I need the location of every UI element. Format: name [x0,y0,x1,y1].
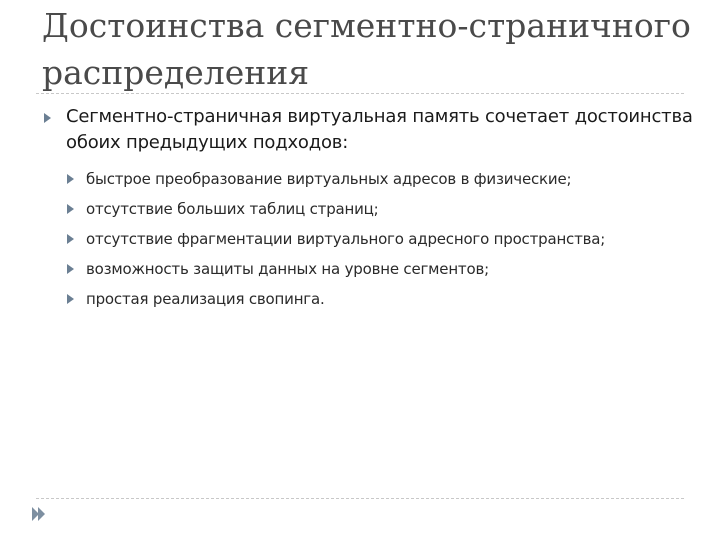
bullet-arrow-icon [67,264,74,274]
sub-bullet-item [38,224,698,254]
slide-content [38,104,698,314]
sub-bullet-item [38,284,698,314]
sub-bullet-text: быстрое преобразование виртуальных адресов в физические; [86,170,572,188]
bullet-arrow-icon [67,234,74,244]
sub-bullet-item [38,194,698,224]
sub-bullet-text: простая реализация свопинга. [86,290,325,308]
title-divider [36,93,684,94]
sub-bullet-item [38,164,698,194]
sub-bullet-list [38,164,698,314]
sub-bullet-text: отсутствие больших таблиц страниц; [86,200,379,218]
sub-bullet-item [38,254,698,284]
bullet-arrow-icon [44,113,51,123]
main-bullet [38,104,698,156]
slide-title: Достоинства сегментно-страничного распределения [42,6,691,92]
bullet-arrow-icon [67,204,74,214]
sub-bullet-text: возможность защиты данных на уровне сегментов; [86,260,489,278]
bottom-divider [36,498,684,499]
bullet-arrow-icon [67,174,74,184]
double-chevron-icon [30,505,48,523]
bullet-arrow-icon [67,294,74,304]
main-bullet-text: Сегментно-страничная виртуальная память сочетает достоинства обоих предыдущих подходов: [66,106,693,153]
sub-bullet-text: отсутствие фрагментации виртуального адресного пространства; [86,230,606,248]
